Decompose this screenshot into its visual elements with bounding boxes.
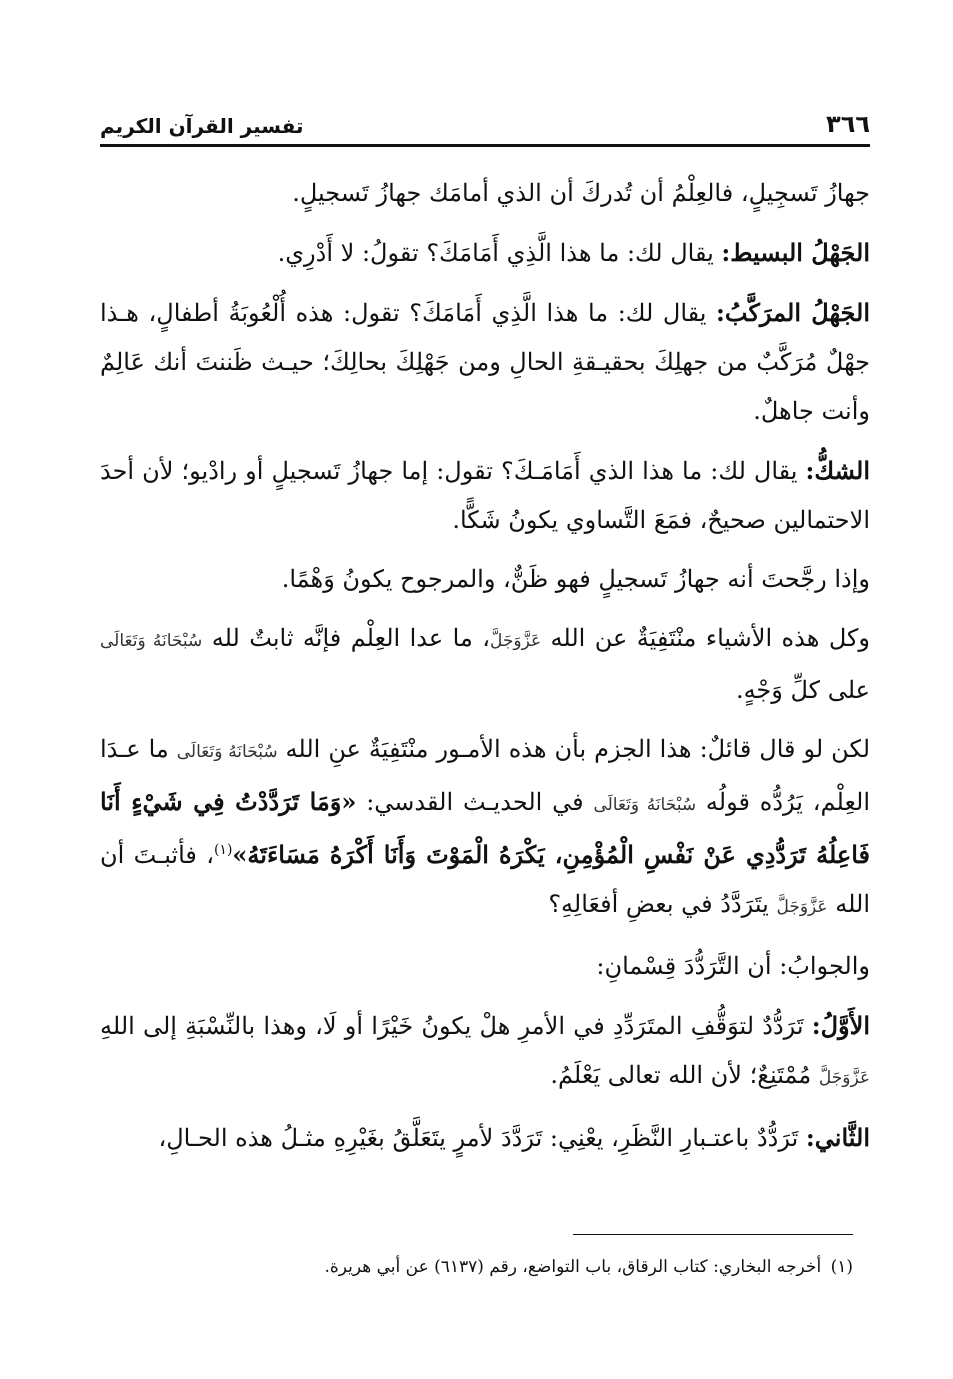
paragraph-compound-ignorance: [100, 288, 870, 436]
paragraph-7-middle2: في الحديـث القدسي:: [356, 788, 594, 816]
paragraph-4-text: يقال لك: ما هذا الذي أَمَامَـكَ؟ تقول: إما جهازُ تَسجيلٍ أو رادْيو؛ لأن أحدَ الاحتمالين صحيحٌ، فمَعَ التَّساوي يكونُ شَكًّا.: [100, 457, 870, 534]
paragraph-simple-ignorance: [100, 228, 870, 278]
paragraph-7-end: يتَرَدَّدُ في بعضِ أفعَالِهِ؟: [548, 890, 777, 918]
running-header: [100, 94, 870, 147]
paragraph-6: [100, 614, 870, 715]
paragraph-7-after-hadith: ، فأثبـتَ أن الله: [100, 841, 870, 918]
honorific-glyph: عَزَّوَجَلَّ: [776, 897, 828, 917]
honorific-glyph: عَزَّوَجَلَّ: [818, 1068, 870, 1088]
footnote-number: (١): [830, 1257, 853, 1277]
honorific-glyph: سُبْحَانَهُ وَتَعَالَى: [100, 631, 203, 651]
paragraph-5: [100, 555, 870, 604]
paragraph-first-type: [100, 1001, 870, 1103]
paragraph-5-text: وإذا رجَّحتَ أنه جهازُ تَسجيلٍ فهو ظَنٌّ، والمرجوح يكونُ وَهْمًا.: [281, 565, 870, 593]
paragraph-10-text: تَرَدُّدٌ باعتـبارِ النَّظَرِ، يعْنِي: تَرَدَّدَ لأمرٍ يتَعَلَّقُ بغَيْرِهِ مثـلُ هذه الحـالِ،: [158, 1124, 806, 1152]
term-second: الثَّاني:: [805, 1123, 870, 1152]
paragraph-6-before: وكل هذه الأشياء منْتَفِيَةٌ عن الله: [541, 624, 871, 652]
page: [100, 94, 870, 1173]
footnote-divider: [573, 1234, 853, 1235]
paragraph-7-middle: ما عـدَا العِلْم، يَرُدُّه قولُه: [100, 735, 871, 816]
term-first: الأَوَّلُ:: [811, 1011, 870, 1040]
honorific-glyph: عَزَّوَجَلَّ: [489, 631, 542, 651]
footnote-marker[interactable]: (١): [213, 842, 233, 858]
paragraph-2-text: يقال لك: ما هذا الَّذِي أَمَامَكَ؟ تقولُ: لا أَدْرِي.: [277, 239, 722, 267]
paragraph-8-text: والجوابُ: أن التَّرَدُّدَ قِسْمانِ:: [596, 952, 870, 980]
paragraph-7: [100, 725, 870, 932]
paragraph-6-middle: ، ما عدا العِلْم فإنَّه ثابتٌ لله: [202, 624, 490, 652]
paragraph-7-before: لكن لو قال قائلٌ: هذا الجزم بأن هذه الأمـور منْتَفِيَةٌ عنِ الله: [277, 735, 871, 763]
paragraph-8: [100, 942, 870, 991]
paragraph-1-text: جهازُ تَسجِيلٍ، فالعِلْمُ أن تُدركَ أن الذي أمامَك جهازُ تَسجيلٍ.: [292, 179, 870, 207]
book-title: تفسير القرآن الكريم: [100, 114, 304, 138]
paragraph-doubt: [100, 446, 870, 545]
footnote: [83, 1252, 853, 1282]
term-doubt: الشكُّ:: [805, 456, 871, 485]
term-simple-ignorance: الجَهْلُ البسيط:: [721, 238, 870, 267]
honorific-glyph: سُبْحَانَهُ وَتَعَالَى: [593, 795, 697, 815]
paragraph-second-type: [100, 1113, 870, 1163]
page-number: ٣٦٦: [826, 110, 870, 138]
paragraph-1: [100, 169, 870, 218]
footnote-text: أخرجه البخاري: كتاب الرقاق، باب التواضع، رقم (٦١٣٧) عن أبي هريرة.: [324, 1257, 822, 1277]
paragraph-9-after: مُمْتَنِعٌ؛ لأن الله تعالى يَعْلَمُ.: [550, 1061, 819, 1089]
paragraph-6-after: على كلِّ وَجْهٍ.: [735, 676, 870, 704]
honorific-glyph: سُبْحَانَهُ وَتَعَالَى: [176, 742, 278, 762]
hadith-quote: «وَمَا تَرَدَّدْتُ فِي شَيْءٍ أَنَا فَاعِلُهُ تَرَدُّدِي عَنْ نَفْسِ الْمُؤْمِنِ، يَكْرَهُ الْمَوْتَ وَأَنَا أَكْرَهُ مَسَاءَتَهُ»: [100, 787, 870, 869]
paragraph-3-text: يقال لك: ما هذا الَّذِي أَمَامَكَ؟ تقول: هذه أُلْعُوبَةُ أطفالٍ، هـذا جهْلٌ مُرَكَّبٌ من جهلِكَ بحقيـقةِ الحالِ ومن جَهْلِكَ بحالِكَ؛ حيـث ظَننتَ أنك عَالِمٌ وأنت جاهلٌ.: [100, 299, 870, 425]
term-compound-ignorance: الجَهْلُ المرَكَّبُ:: [716, 298, 871, 327]
body-text: [100, 169, 870, 1163]
paragraph-9-before: تَرَدُّدٌ لتوَقُّفِ المتَرَدِّدِ في الأمرِ هلْ يكونُ خَيْرًا أو لَا، وهذا بالنِّسْبَةِ إلى اللهِ: [100, 1012, 812, 1040]
